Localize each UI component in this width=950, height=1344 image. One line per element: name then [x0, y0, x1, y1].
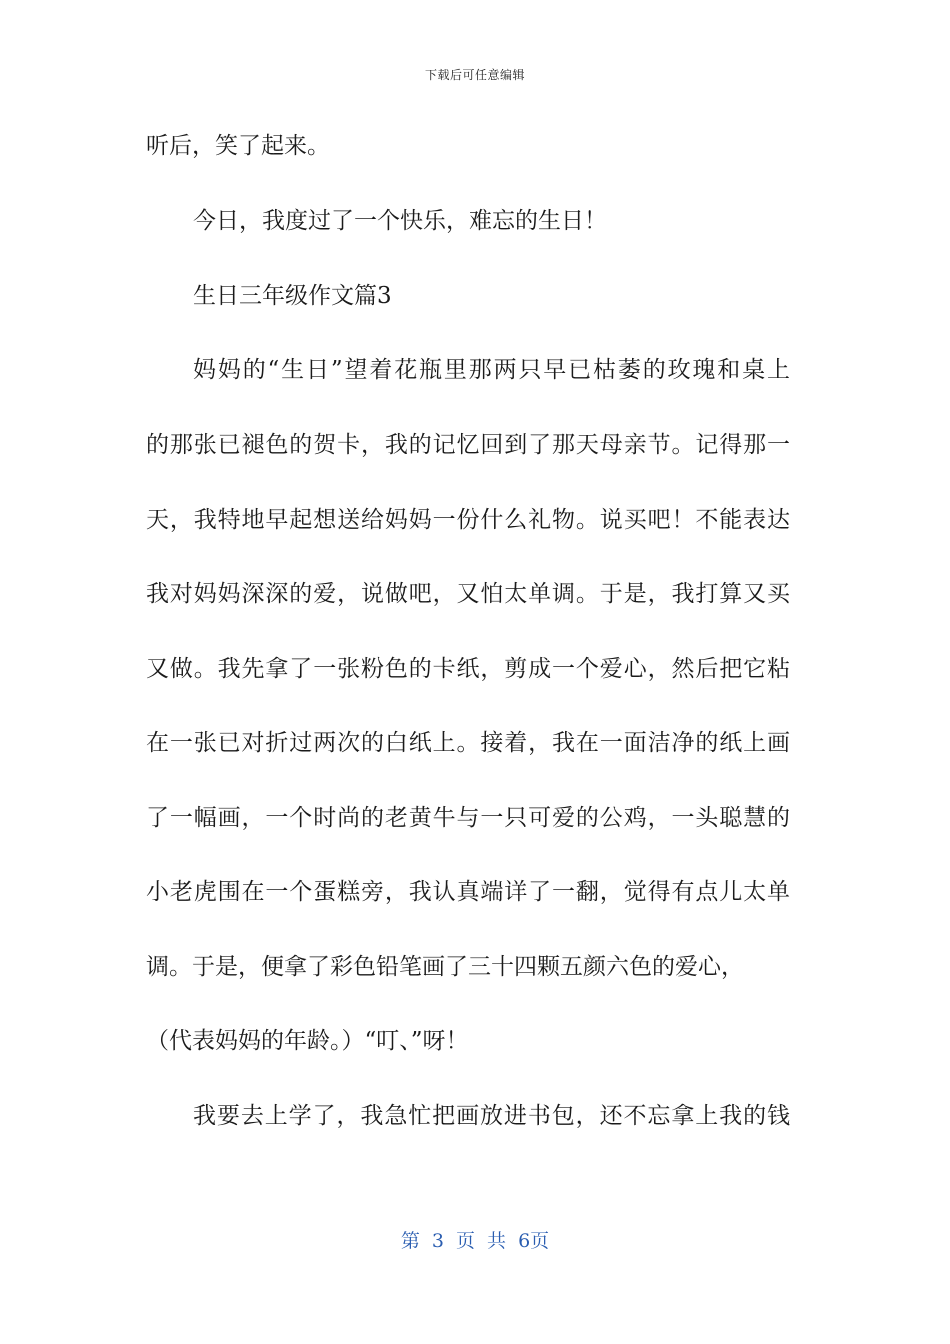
text-line: 小老虎围在一个蛋糕旁，我认真端详了一翻，觉得有点儿太单 [146, 879, 790, 905]
section-heading: 生日三年级作文篇3 [193, 283, 392, 309]
text-line: （代表妈妈的年龄。）“叮、”呀！ [146, 1028, 469, 1054]
text-line: 听后，笑了起来。 [146, 133, 330, 159]
text-line: 了一幅画，一个时尚的老黄牛与一只可爱的公鸡，一头聪慧的 [146, 805, 790, 831]
page-number: 第 3 页 共 6页 [400, 1230, 550, 1252]
text-line: 的那张已褪色的贺卡，我的记忆回到了那天母亲节。记得那一 [146, 432, 790, 458]
page-header: 下载后可任意编辑 [424, 68, 525, 82]
text-line: 天，我特地早起想送给妈妈一份什么礼物。说买吧！不能表达 [146, 507, 790, 533]
text-line: 我对妈妈深深的爱，说做吧，又怕太单调。于是，我打算又买 [146, 581, 790, 607]
text-line: 调。于是，便拿了彩色铅笔画了三十四颗五颜六色的爱心， [146, 954, 744, 980]
text-line: 我要去上学了，我急忙把画放进书包，还不忘拿上我的钱 [193, 1103, 790, 1129]
text-line: 今日，我度过了一个快乐，难忘的生日！ [193, 208, 607, 234]
text-line: 妈妈的“生日”望着花瓶里那两只早已枯萎的玫瑰和桌上 [193, 357, 790, 383]
text-line: 又做。我先拿了一张粉色的卡纸，剪成一个爱心，然后把它粘 [146, 656, 790, 682]
text-line: 在一张已对折过两次的白纸上。接着，我在一面洁净的纸上画 [146, 730, 790, 756]
